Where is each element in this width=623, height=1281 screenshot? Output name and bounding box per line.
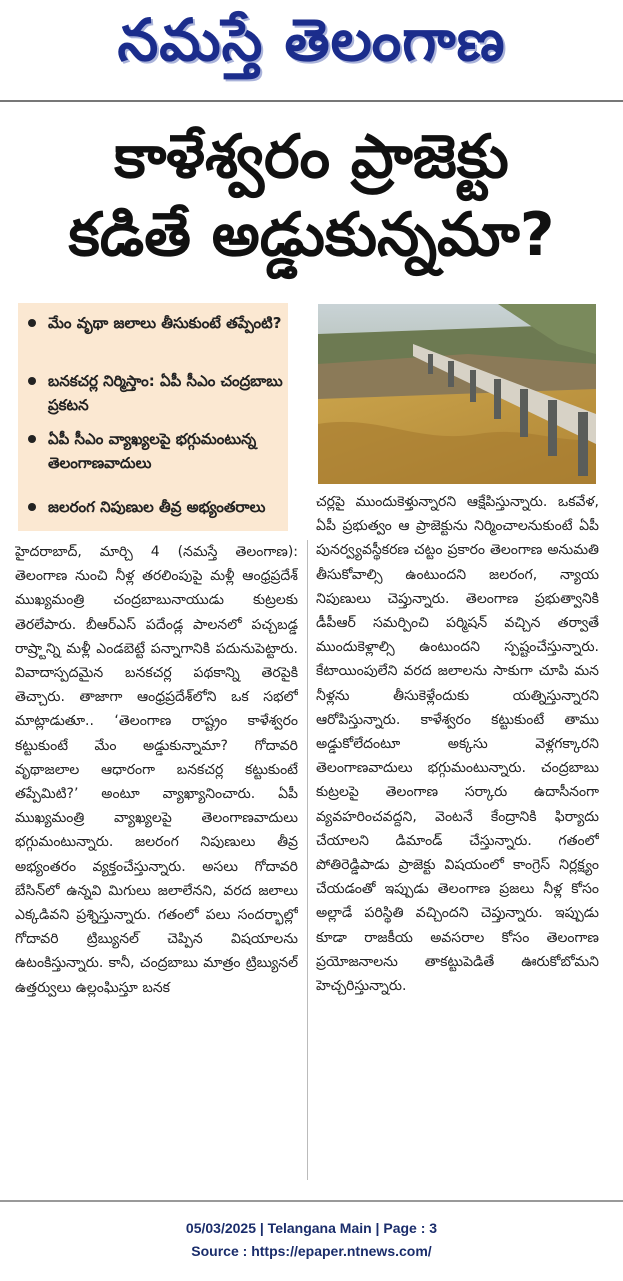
bullet-icon [28, 435, 36, 443]
masthead [0, 0, 623, 95]
highlight-text: ఏపీ సీఎం వ్యాఖ్యలపై భగ్గుమంటున్న తెలంగాణవాదులు [48, 430, 257, 472]
highlight-text: జలరంగ నిపుణుల తీవ్ర అభ్యంతరాలు [48, 498, 266, 516]
headline-line-2: కడితే అడ్డుకున్నమా? [68, 200, 555, 270]
footer-date-line: 05/03/2025 | Telangana Main | Page : 3 [185, 1220, 438, 1236]
masthead-title: నమస్తే తెలంగాణ [117, 6, 506, 74]
article-column-right: చర్లపై ముందుకెళ్తున్నారని ఆక్షేపిస్తున్నారు. ఒకవేళ, ఏపీ ప్రభుత్వం ఆ ప్రాజెక్టును నిర్మించాలనుకుంటే ఏపీ పునర్వ్యవస్థీకరణ చట్టం ప్రకారం తెలంగాణ అనుమతి తీసుకోవాల్సి ఉంటుందని జలరంగ, న్యాయ నిపుణులు చెప్తున్నారు. తెలంగాణ ప్రభుత్వానికి డీపీఆర్ సమర్పించి పర్మిషన్ వచ్చిన తర్వాతే ముందుకెళ్లాల్సి ఉంటుందని స్పష్టంచేస్తున్నారు. కేటాయింపులేని వరద జలాలను సాకుగా చూపి మన నీళ్లను తీసుకెళ్లేందుకు యత్నిస్తున్నారని ఆరోపిస్తున్నారు. కాళేశ్వరం కట్టుకుంటే తాము అడ్డుకోలేదంటూ అక్కసు వెళ్లగక్కారని తెలంగాణవాదులు భగ్గుమంటున్నారు. చంద్రబాబు కుట్రలపై తెలంగాణ సర్కారు ఉదాసీనంగా వ్యవహరించవద్దని, వెంటనే కేంద్రానికి ఫిర్యాదు చేయాలని డిమాండ్ చేస్తున్నారు. గతంలో పోతిరెడ్డిపాడు ప్రాజెక్టు విషయంలో కాంగ్రెస్ నిర్లక్ష్యం చేయడంతో ఇప్పుడు తెలంగాణ ప్రజలు నీళ్ల కోసం అల్లాడే పరిస్థితి వచ్చిందని చెప్తున్నారు. ఇప్పుడు కూడా రాజకీయ అవసరాల కోసం తెలంగాణ ప్రయోజనాలను తాకట్టుపెడితే ఊరుకోబోమని హెచ్చరిస్తున్నారు. [316, 494, 599, 995]
column-divider [307, 540, 308, 1180]
article-column-left: హైదరాబాద్, మార్చి 4 (నమస్తే తెలంగాణ): తెలంగాణ నుంచి నీళ్ల తరలింపుపై మళ్లీ ఆంధ్రప్రదేశ్ ముఖ్యమంత్రి చంద్రబాబునాయుడు కుట్రలకు తెరలేపారు. బీఆర్ఎస్ పదేండ్ల పాలనలో పచ్చబడ్డ రాష్ర్టాన్ని మళ్లీ ఎండబెట్టే పన్నాగానికి పదునుపెట్టారు. వివాదాస్పదమైన బనకచర్ల పథకాన్ని తెరపైకి తెచ్చారు. తాజాగా ఆంధ్రప్రదేశ్‌లోని ఒక సభలో మాట్లాడుతూ.. ‘తెలంగాణ రాష్ట్రం కాళేశ్వరం కట్టుకుంటే మేం అడ్డుకున్నామా? గోదావరి వృథాజలాల ఆధారంగా బనకచర్ల కట్టుకుంటే తప్పేమిటి?’ అంటూ వ్యాఖ్యానించారు. ఏపీ ముఖ్యమంత్రి వ్యాఖ్యలపై తెలంగాణవాదులు భగ్గుమంటున్నారు. జలరంగ నిపుణులు తీవ్ర అభ్యంతరం వ్యక్తంచేస్తున్నారు. అసలు గోదావరి బేసిన్‌లో ఉన్నవి మిగులు జలాలేనని, వరద జలాలు ఎక్కడివని ప్రశ్నిస్తున్నారు. గతంలో పలు సందర్భాల్లో గోదావరి ట్రిబ్యునల్ చెప్పిన విషయాలను ఉటంకిస్తున్నారు. కానీ, చంద్రబాబు మాత్రం ట్రిబ్యునల్ ఉత్తర్వులు ఉల్లంఘిస్తూ బనక [15, 544, 298, 996]
highlights-box [18, 303, 288, 531]
bullet-icon [28, 377, 36, 385]
bullet-icon [28, 319, 36, 327]
barrage-photo [318, 304, 596, 484]
masthead-divider [0, 100, 623, 102]
footer-source-line: Source : https://epaper.ntnews.com/ [191, 1243, 432, 1259]
highlight-text: మేం వృథా జలాలు తీసుకుంటే తప్పేంటి? [48, 314, 282, 332]
highlight-text: బనకచర్ల నిర్మిస్తాం: ఏపీ సీఎం చంద్రబాబు ప్రకటన [48, 372, 283, 414]
headline [0, 118, 623, 274]
headline-line-1: కాళేశ్వరం ప్రాజెక్టు [114, 122, 509, 192]
bullet-icon [28, 503, 36, 511]
footer-divider [0, 1200, 623, 1202]
